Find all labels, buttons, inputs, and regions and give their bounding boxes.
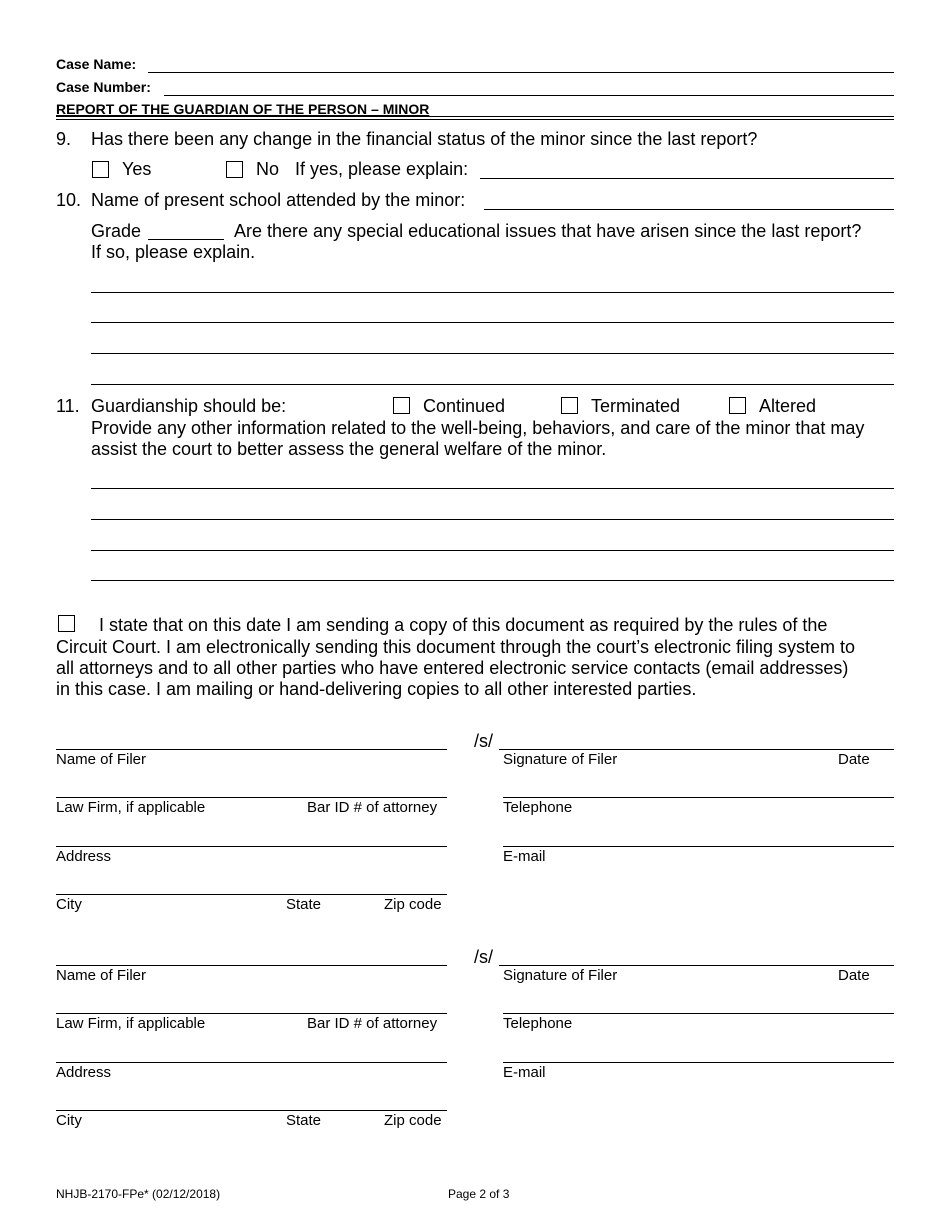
telephone-field[interactable] — [503, 797, 894, 798]
signature-of-filer-label: Signature of Filer — [503, 967, 618, 984]
date-label: Date — [838, 967, 870, 984]
address-label: Address — [56, 848, 112, 865]
terminated-checkbox[interactable] — [561, 397, 578, 414]
q11-info-line[interactable] — [91, 519, 894, 520]
q9-number: 9. — [56, 129, 72, 149]
grade-label: Grade — [91, 221, 142, 241]
header-divider — [56, 116, 894, 117]
city-label: City — [56, 1112, 82, 1129]
address-field[interactable] — [56, 846, 447, 847]
case-number-label: Case Number: — [56, 79, 151, 95]
page-number: Page 2 of 3 — [448, 1187, 510, 1201]
q10-explain-label: If so, please explain. — [91, 242, 256, 262]
q10-explain-line[interactable] — [91, 292, 894, 293]
name-of-filer-field[interactable] — [56, 749, 447, 750]
q11-info-line[interactable] — [91, 488, 894, 489]
signature-field[interactable] — [499, 749, 894, 750]
address-field[interactable] — [56, 1062, 447, 1063]
state-label: State — [286, 1112, 322, 1129]
state-label: State — [286, 896, 322, 913]
q9-question: Has there been any change in the financial status of the minor since the last report? — [91, 129, 758, 149]
q11-info-line2: assist the court to better assess the general welfare of the minor. — [91, 439, 607, 459]
certification-line4: in this case. I am mailing or hand-delivering copies to all other interested parties. — [56, 679, 697, 699]
q10-special-question: Are there any special educational issues that have arisen since the last report? — [234, 221, 862, 241]
date-label: Date — [838, 751, 870, 768]
zip-label: Zip code — [384, 1112, 442, 1129]
q10-explain-line[interactable] — [91, 353, 894, 354]
email-label: E-mail — [503, 848, 546, 865]
law-firm-field[interactable] — [56, 1013, 447, 1014]
q9-no-checkbox[interactable] — [226, 161, 243, 178]
signature-of-filer-label: Signature of Filer — [503, 751, 618, 768]
q9-yes-label: Yes — [122, 159, 152, 179]
q11-number: 11. — [56, 396, 80, 416]
q9-explain-field[interactable] — [480, 178, 894, 179]
case-name-field[interactable] — [148, 72, 894, 73]
city-state-zip-field[interactable] — [56, 894, 447, 895]
q11-info-line[interactable] — [91, 550, 894, 551]
report-title: REPORT OF THE GUARDIAN OF THE PERSON – MINOR — [56, 101, 430, 117]
continued-label: Continued — [423, 396, 506, 416]
altered-label: Altered — [759, 396, 817, 416]
signature-field[interactable] — [499, 965, 894, 966]
law-firm-label: Law Firm, if applicable — [56, 799, 206, 816]
case-number-field[interactable] — [164, 95, 894, 96]
continued-checkbox[interactable] — [393, 397, 410, 414]
certification-line3: all attorneys and to all other parties who have entered electronic service contacts (email addresses) — [56, 658, 849, 678]
q10-question: Name of present school attended by the minor: — [91, 190, 466, 210]
grade-field[interactable] — [148, 239, 224, 240]
name-of-filer-field[interactable] — [56, 965, 447, 966]
city-state-zip-field[interactable] — [56, 1110, 447, 1111]
altered-checkbox[interactable] — [729, 397, 746, 414]
telephone-label: Telephone — [503, 1015, 573, 1032]
name-of-filer-label: Name of Filer — [56, 751, 147, 768]
law-firm-field[interactable] — [56, 797, 447, 798]
law-firm-label: Law Firm, if applicable — [56, 1015, 206, 1032]
q11-info-line1: Provide any other information related to the well-being, behaviors, and care of the minor that may — [91, 418, 865, 438]
q9-explain-label: If yes, please explain: — [295, 159, 469, 179]
address-label: Address — [56, 1064, 112, 1081]
certification-line1: I state that on this date I am sending a copy of this document as required by the rules of the — [99, 615, 828, 635]
bar-id-label: Bar ID # of attorney — [307, 1015, 438, 1032]
q11-info-line[interactable] — [91, 580, 894, 581]
certification-line2: Circuit Court. I am electronically sending this document through the court’s electronic filing system to — [56, 637, 856, 657]
q10-number: 10. — [56, 190, 82, 210]
q9-yes-checkbox[interactable] — [92, 161, 109, 178]
signature-prefix: /s/ — [474, 731, 494, 751]
telephone-label: Telephone — [503, 799, 573, 816]
q11-question: Guardianship should be: — [91, 396, 287, 416]
name-of-filer-label: Name of Filer — [56, 967, 147, 984]
certification-checkbox[interactable] — [58, 615, 75, 632]
signature-prefix: /s/ — [474, 947, 494, 967]
bar-id-label: Bar ID # of attorney — [307, 799, 438, 816]
city-label: City — [56, 896, 82, 913]
case-name-label: Case Name: — [56, 56, 137, 72]
school-name-field[interactable] — [484, 209, 894, 210]
header-divider-2 — [56, 119, 894, 120]
telephone-field[interactable] — [503, 1013, 894, 1014]
email-field[interactable] — [503, 1062, 894, 1063]
terminated-label: Terminated — [591, 396, 681, 416]
form-id: NHJB-2170-FPe* (02/12/2018) — [56, 1187, 221, 1201]
email-field[interactable] — [503, 846, 894, 847]
zip-label: Zip code — [384, 896, 442, 913]
q9-no-label: No — [256, 159, 280, 179]
q10-explain-line[interactable] — [91, 322, 894, 323]
email-label: E-mail — [503, 1064, 546, 1081]
q10-explain-line[interactable] — [91, 384, 894, 385]
